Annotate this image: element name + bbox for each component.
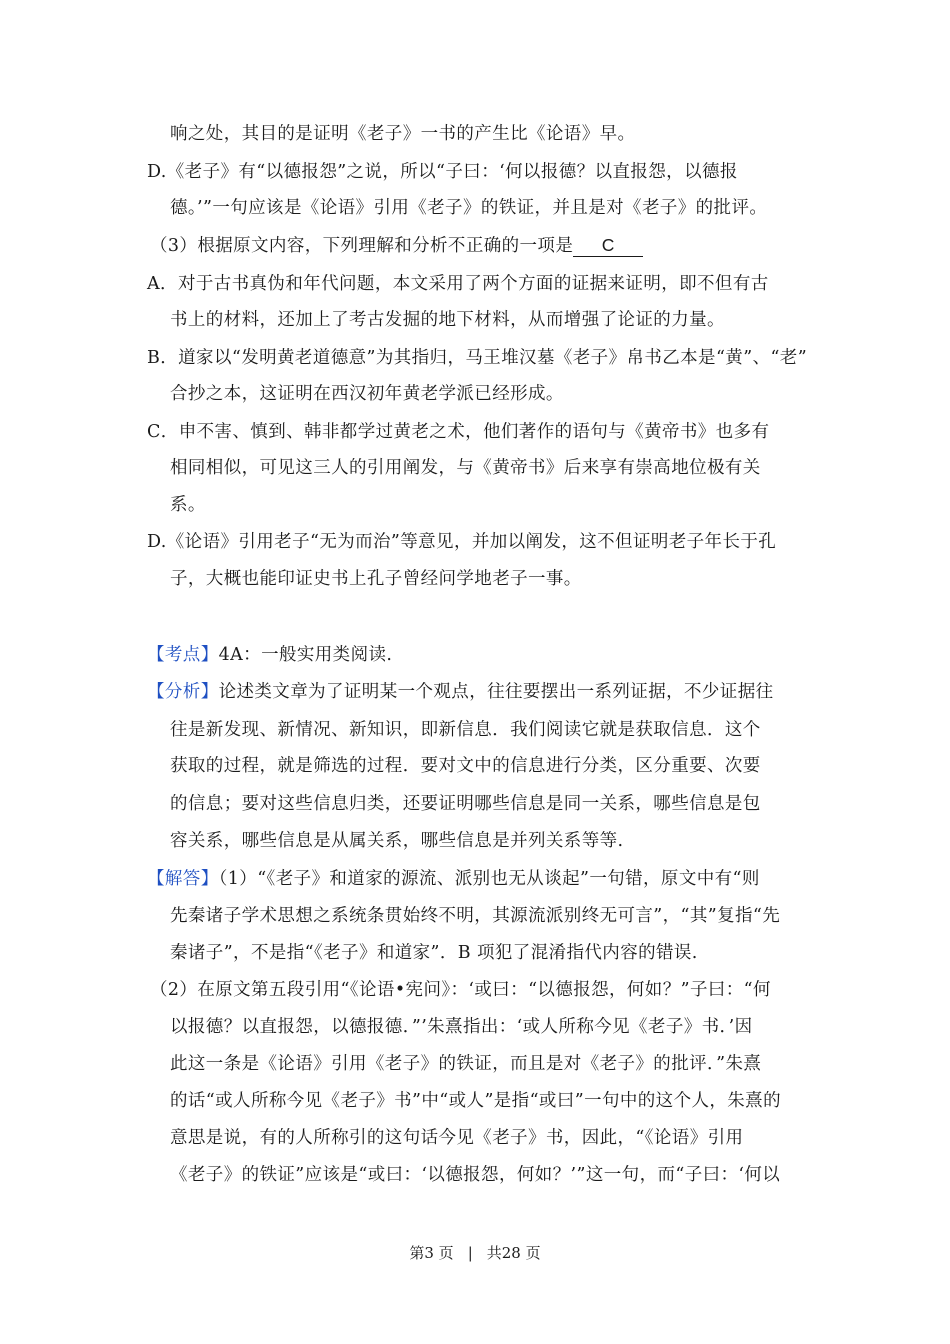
- kaodian-text: 4A：一般实用类阅读.: [218, 645, 393, 665]
- jieda-part2-line-1: （2）在原文第五段引用“《论语•宪问》：‘或曰：“以德报怨，何如？”子曰：“何: [150, 980, 771, 1000]
- option-c-line-2: 相同相似，可见这三人的引用阐发，与《黄帝书》后来享有崇高地位极有关: [170, 458, 761, 478]
- continuation-line: 响之处，其目的是证明《老子》一书的产生比《论语》早。: [170, 124, 636, 144]
- jieda-part2-line-4: 的话“或人所称今见《老子》书”中“或人”是指“或曰”一句中的这个人，朱熹的: [170, 1091, 781, 1111]
- footer-separator: |: [467, 1244, 473, 1262]
- fenxi-line-3: 获取的过程，就是筛选的过程．要对文中的信息进行分类，区分重要、次要: [170, 756, 761, 776]
- fenxi-line-5: 容关系，哪些信息是从属关系，哪些信息是并列关系等等.: [170, 831, 624, 851]
- fenxi-line-4: 的信息；要对这些信息归类，还要证明哪些信息是同一关系，哪些信息是包: [170, 794, 761, 814]
- question3-answer: C: [573, 234, 643, 257]
- jieda-part2-line-5: 意思是说，有的人所称引的这句话今见《老子》书，因此，“《论语》引用: [170, 1128, 744, 1148]
- jieda-line-1: [147, 867, 760, 891]
- option-d-line-2: 子，大概也能印证史书上孔子曾经问学地老子一事。: [170, 569, 582, 589]
- jieda-text-1: （1）“《老子》和道家的源流、派别也无从谈起”一句错，原文中有“则: [218, 869, 760, 889]
- option-c-line-3: 系。: [170, 495, 206, 515]
- fenxi-line-2: 往是新发现、新情况、新知识，即新信息．我们阅读它就是获取信息．这个: [170, 720, 761, 740]
- option-c-line-1: C．申不害、慎到、韩非都学过黄老之术，他们著作的语句与《黄帝书》也多有: [147, 422, 770, 442]
- option-b-line-2: 合抄之本，这证明在西汉初年黄老学派已经形成。: [170, 384, 564, 404]
- question3-prompt: [150, 234, 643, 258]
- footer-total-pages: 共28 页: [486, 1244, 541, 1262]
- jieda-part2-line-6: 《老子》的铁证”应该是“或曰：‘以德报怨，何如？’”这一句，而“子曰：‘何以: [170, 1165, 781, 1185]
- fenxi-line-1: [147, 680, 774, 704]
- option-d-prev-line-1: D.《老子》有“以德报怨”之说，所以“子曰：‘何以报德？以直报怨，以德报: [147, 162, 738, 182]
- jieda-part2-line-3: 此这一条是《论语》引用《老子》的铁证，而且是对《老子》的批评．”朱熹: [170, 1054, 762, 1074]
- jieda-tag: 【解答】: [147, 869, 219, 889]
- kaodian-tag: 【考点】: [147, 645, 219, 665]
- option-d-line-1: D.《论语》引用老子“无为而治”等意见，并加以阐发，这不但证明老子年长于孔: [147, 532, 777, 552]
- option-a-line-1: A．对于古书真伪和年代问题，本文采用了两个方面的证据来证明，即不但有古: [147, 274, 769, 294]
- footer-page-number: 第3 页: [409, 1244, 454, 1262]
- option-b-line-1: B．道家以“发明黄老道德意”为其指归，马王堆汉墓《老子》帛书乙本是“黄”、“老”: [147, 348, 808, 368]
- jieda-line-2: 先秦诸子学术思想之系统条贯始终不明，其源流派别终无可言”，“其”复指“先: [170, 906, 781, 926]
- jieda-part2-line-2: 以报德？以直报怨，以德报德．”’朱熹指出：‘或人所称今见《老子》书．’因: [170, 1017, 753, 1037]
- fenxi-tag: 【分析】: [147, 682, 219, 702]
- option-a-line-2: 书上的材料，还加上了考古发掘的地下材料，从而增强了论证的力量。: [170, 310, 725, 330]
- page-footer: [0, 1243, 950, 1263]
- kaodian-line: [147, 643, 392, 667]
- fenxi-text-1: 论述类文章为了证明某一个观点，往往要摆出一系列证据，不少证据往: [218, 682, 774, 702]
- question3-prompt-text: （3）根据原文内容，下列理解和分析不正确的一项是: [150, 236, 574, 256]
- jieda-line-3: 秦诸子”，不是指“《老子》和道家”．B 项犯了混淆指代内容的错误.: [170, 943, 698, 963]
- option-d-prev-line-2: 德。’”一句应该是《论语》引用《老子》的铁证，并且是对《老子》的批评。: [170, 198, 768, 218]
